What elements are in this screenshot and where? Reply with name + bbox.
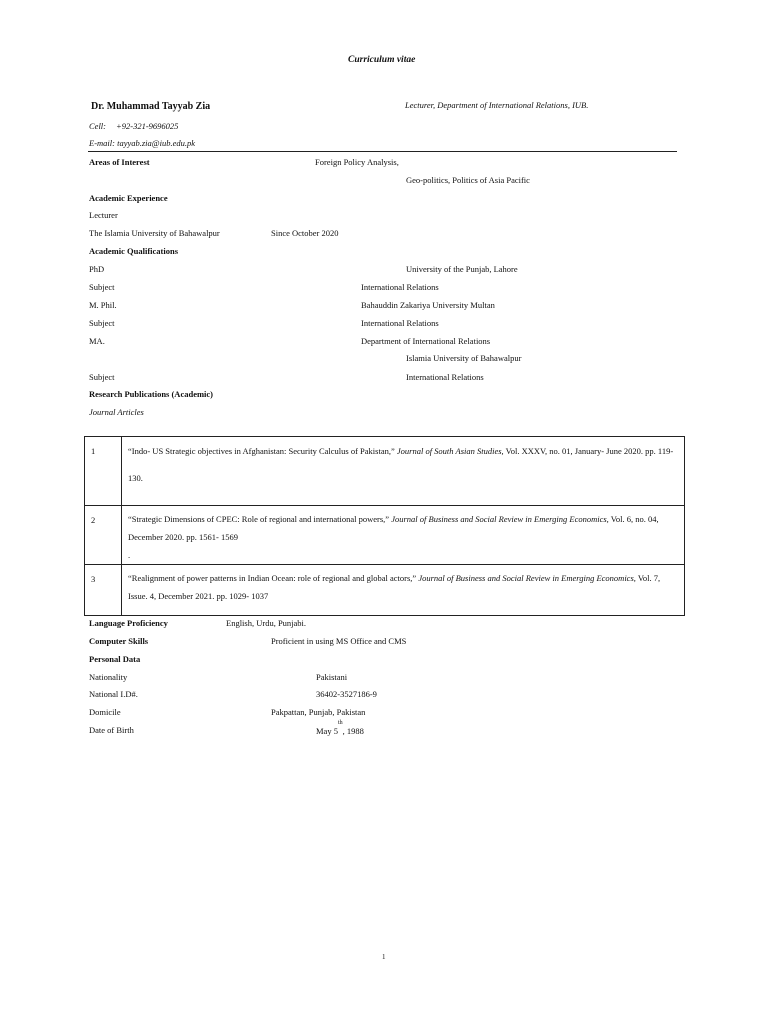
computer-skills-value: Proficient in using MS Office and CMS — [271, 636, 407, 646]
cell-label: Cell: — [89, 121, 106, 131]
cell-number: +92-321-9696025 — [116, 121, 179, 131]
phd-subject-label: Subject — [89, 282, 115, 292]
nationality-label: Nationality — [89, 672, 128, 682]
date-of-birth-value — [316, 720, 364, 736]
domicile-label: Domicile — [89, 707, 121, 717]
nationality-value: Pakistani — [316, 672, 348, 682]
publication-details: Vol. XXXV, no. 01, January- June 2020. pp. 119- 130. — [128, 446, 674, 483]
publications-table — [84, 436, 685, 616]
ma-university: Islamia University of Bahawalpur — [406, 353, 522, 363]
mphil-subject: International Relations — [361, 318, 439, 328]
page-number: 1 — [382, 953, 386, 961]
publication-entry — [122, 506, 685, 565]
areas-of-interest-label: Areas of Interest — [89, 157, 150, 167]
ma-label: MA. — [89, 336, 105, 346]
table-row — [85, 437, 685, 506]
national-id-label: National I.D#. — [89, 689, 138, 699]
publication-title: “Strategic Dimensions of CPEC: Role of regional and international powers,” — [128, 514, 390, 524]
publication-number: 3 — [85, 565, 122, 616]
dob-day: May 5 — [316, 725, 338, 736]
applicant-name: Dr. Muhammad Tayyab Zia — [91, 101, 211, 112]
email-address[interactable]: E-mail: tayyab.zia@iub.edu.pk — [89, 138, 196, 148]
publication-entry — [122, 565, 685, 616]
research-publications-heading: Research Publications (Academic) — [89, 389, 214, 399]
phd-subject: International Relations — [361, 282, 439, 292]
header-divider — [88, 151, 677, 152]
domicile-value: Pakpattan, Punjab, Pakistan — [271, 707, 366, 717]
publication-number: 2 — [85, 506, 122, 565]
mphil-subject-label: Subject — [89, 318, 115, 328]
interest-value-1: Foreign Policy Analysis, — [315, 157, 399, 167]
experience-institution: The Islamia University of Bahawalpur — [89, 228, 220, 238]
ma-subject-label: Subject — [89, 372, 115, 382]
publication-title: “Indo- US Strategic objectives in Afghanistan: Security Calculus of Pakistan,” — [128, 446, 395, 456]
experience-role: Lecturer — [89, 210, 118, 220]
publication-journal: Journal of South Asian Studies, — [396, 446, 504, 456]
ma-department: Department of International Relations — [361, 336, 491, 346]
table-row — [85, 506, 685, 565]
language-proficiency-value: English, Urdu, Punjabi. — [226, 618, 307, 628]
publication-journal: Journal of Business and Social Review in Emerging Economics, — [391, 514, 609, 524]
journal-articles-subheading: Journal Articles — [89, 407, 144, 417]
interest-value-2: Geo-politics, Politics of Asia Pacific — [406, 175, 530, 185]
document-title: Curriculum vitae — [348, 55, 416, 65]
table-row — [85, 565, 685, 616]
academic-experience-heading: Academic Experience — [89, 193, 168, 203]
ma-subject: International Relations — [406, 372, 484, 382]
dob-suffix: th — [337, 720, 343, 726]
dob-year: , 1988 — [342, 725, 364, 736]
mphil-university: Bahauddin Zakariya University Multan — [361, 300, 495, 310]
experience-since: Since October 2020 — [271, 228, 339, 238]
personal-data-heading: Personal Data — [89, 654, 141, 664]
publication-details: Vol. 6, no. 04, December 2020. pp. 1561- 1569 — [128, 514, 659, 542]
publication-entry — [122, 437, 685, 506]
publication-title: “Realignment of power patterns in Indian Ocean: role of regional and global actors,” — [128, 573, 417, 583]
applicant-position: Lecturer, Department of International Relations, IUB. — [405, 100, 589, 110]
publication-details: , Vol. 7, Issue. 4, December 2021. pp. 1029- 1037 — [128, 573, 661, 601]
date-of-birth-label: Date of Birth — [89, 725, 134, 735]
mphil-label: M. Phil. — [89, 300, 117, 310]
national-id-value: 36402-3527186-9 — [316, 689, 377, 699]
computer-skills-label: Computer Skills — [89, 636, 149, 646]
phd-label: PhD — [89, 264, 105, 274]
publication-number: 1 — [85, 437, 122, 506]
phd-university: University of the Punjab, Lahore — [406, 264, 518, 274]
language-proficiency-label: Language Proficiency — [89, 618, 168, 628]
academic-qualifications-heading: Academic Qualifications — [89, 246, 179, 256]
publication-trailing-mark: . — [128, 550, 131, 560]
publication-journal: Journal of Business and Social Review in Emerging Economics — [418, 573, 634, 583]
